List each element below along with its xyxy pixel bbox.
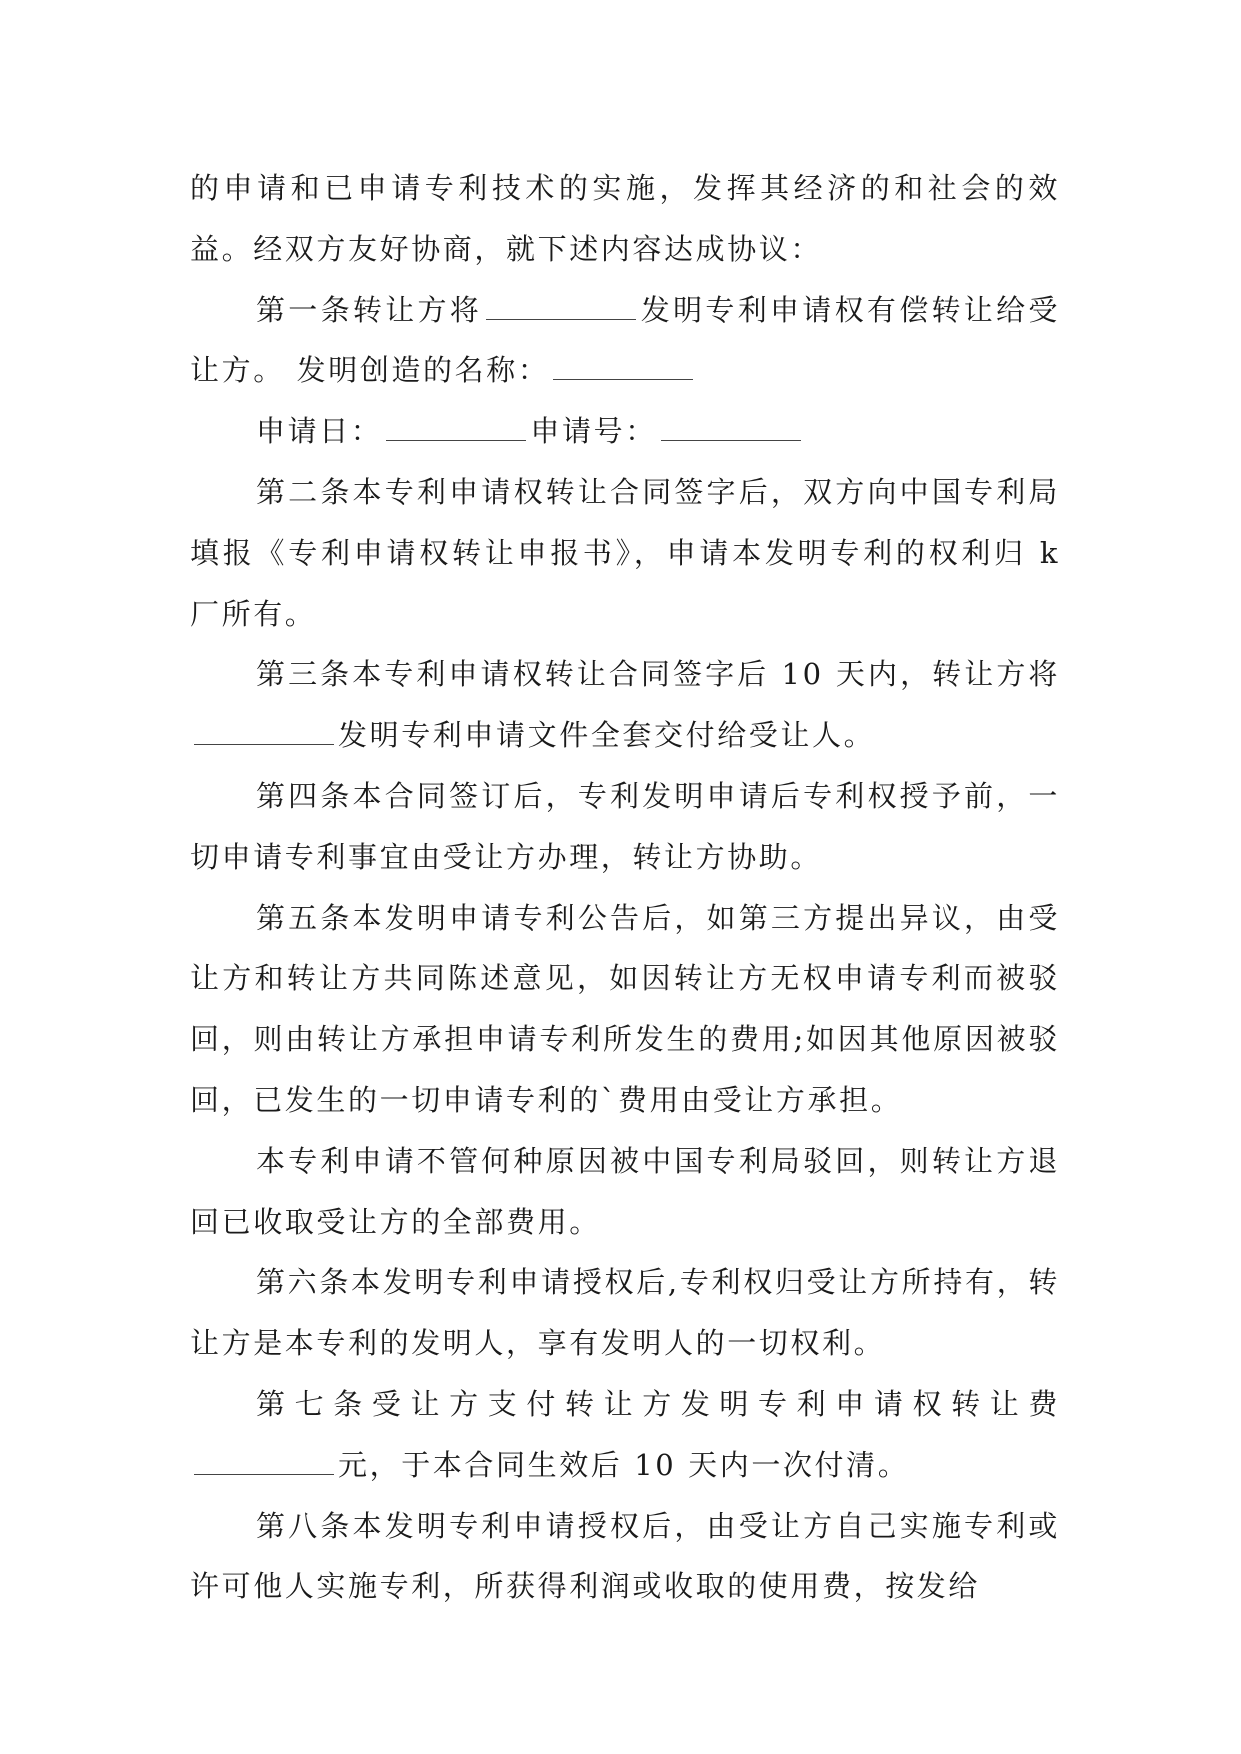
blank-line <box>661 414 801 441</box>
article-1-paragraph: 第一条转让方将 发明专利申请权有偿转让给受让方。 发明创造的名称： <box>190 292 1060 388</box>
article-8-paragraph: 第八条本发明专利申请授权后，由受让方自己实施专利或许可他人实施专利，所获得利润或收取的使用费，按发给 <box>190 1508 1060 1604</box>
article-6-paragraph: 第六条本发明专利申请授权后,专利权归受让方所持有，转让方是本专利的发明人，享有发明人的一切权利。 <box>190 1265 1060 1361</box>
article-3-paragraph: 第三条本专利申请权转让合同签字后 10 天内，转让方将发明专利申请文件全套交付给受让人。 <box>190 644 1060 766</box>
blank-line <box>194 718 334 745</box>
intro-paragraph: 的申请和已申请专利技术的实施，发挥其经济的和社会的效益。经双方友好协商，就下述内容达成协议： <box>190 171 1060 266</box>
application-info-line: 申请日： 申请号： <box>190 401 1060 462</box>
blank-line <box>386 414 526 441</box>
article-2-paragraph: 第二条本专利申请权转让合同签字后，双方向中国专利局填报《专利申请权转让申报书》，申请本发明专利的权利归 k 厂所有。 <box>190 474 1060 631</box>
article-4-paragraph: 第四条本合同签订后，专利发明申请后专利权授予前，一切申请专利事宜由受让方办理，转让方协助。 <box>190 778 1060 874</box>
article-7-paragraph: 第七条受让方支付转让方发明专利申请权转让费元，于本合同生效后 10 天内一次付清。 <box>190 1374 1060 1496</box>
article-5-paragraph: 第五条本发明申请专利公告后，如第三方提出异议，由受让方和转让方共同陈述意见，如因转让方无权申请专利而被驳回，则由转让方承担申请专利所发生的费用;如因其他原因被驳回，已发生的一切申请专利的`费用由受让方承担。 <box>190 900 1060 1117</box>
article-5-continuation-paragraph: 本专利申请不管何种原因被中国专利局驳回，则转让方退回已收取受让方的全部费用。 <box>190 1143 1060 1239</box>
contract-body <box>190 158 1060 1617</box>
blank-line <box>553 353 693 380</box>
blank-line <box>194 1448 334 1475</box>
blank-line <box>486 293 636 320</box>
